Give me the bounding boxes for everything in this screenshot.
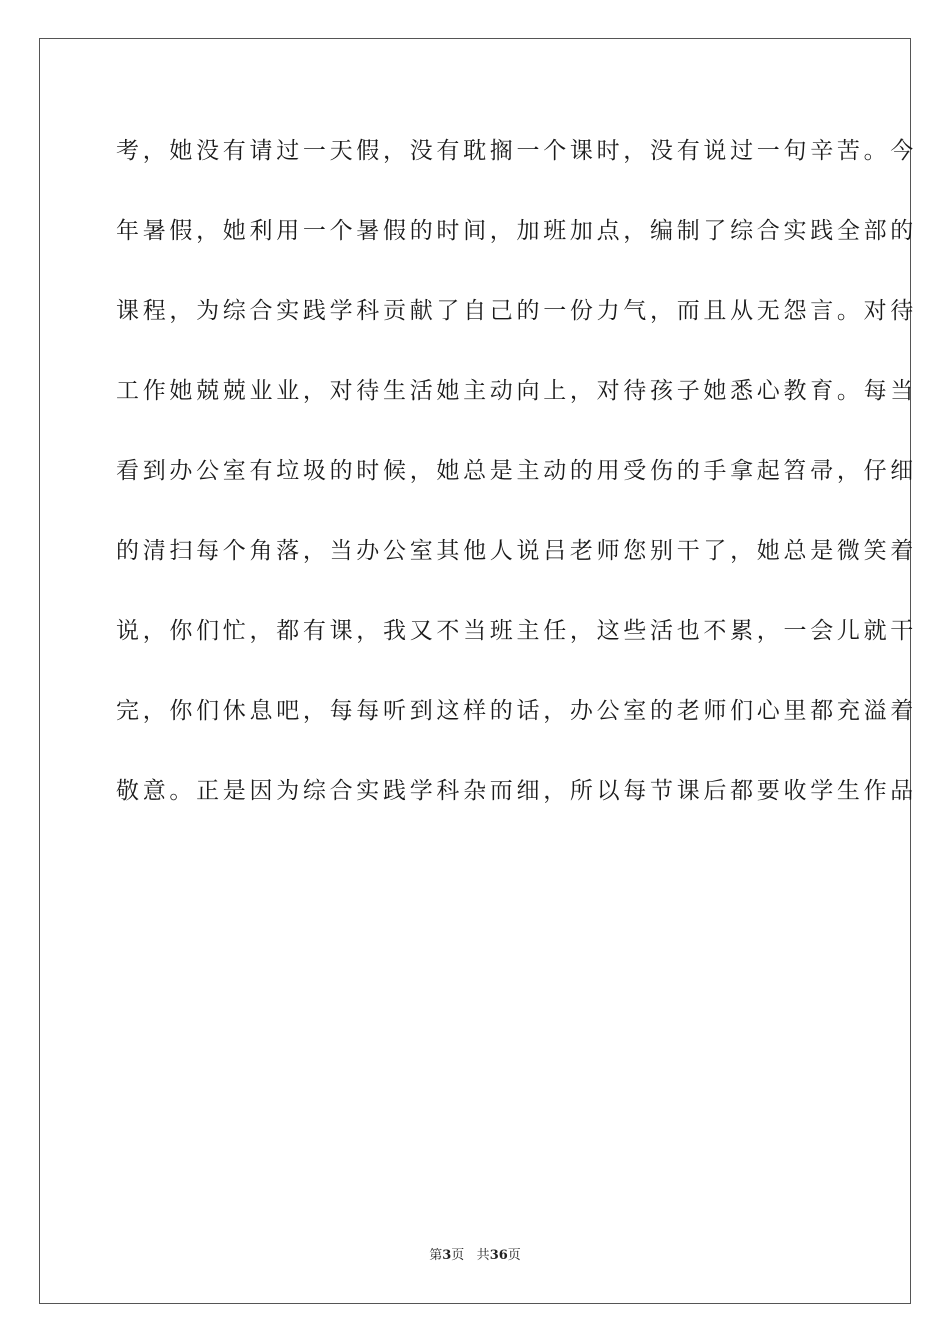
total-pages-prefix: 共 xyxy=(476,1248,490,1263)
text-line-4: 工作她兢兢业业，对待生活她主动向上，对待孩子她悉心教育。每当 xyxy=(116,378,917,404)
page-footer xyxy=(0,1248,950,1264)
page-number-suffix: 页 xyxy=(451,1248,465,1263)
text-line-2: 年暑假，她利用一个暑假的时间，加班加点，编制了综合实践全部的 xyxy=(116,218,917,244)
text-line-9: 敬意。正是因为综合实践学科杂而细，所以每节课后都要收学生作品 xyxy=(116,778,917,804)
page-number: 3 xyxy=(442,1248,452,1263)
page-number-prefix: 第 xyxy=(429,1248,443,1263)
text-line-7: 说，你们忙，都有课，我又不当班主任，这些活也不累，一会儿就干 xyxy=(116,618,917,644)
text-line-5: 看到办公室有垃圾的时候，她总是主动的用受伤的手拿起笤帚，仔细 xyxy=(116,458,917,484)
total-pages: 36 xyxy=(489,1248,508,1263)
text-line-8: 完，你们休息吧，每每听到这样的话，办公室的老师们心里都充溢着 xyxy=(116,698,917,724)
text-line-3: 课程，为综合实践学科贡献了自己的一份力气，而且从无怨言。对待 xyxy=(116,298,917,324)
text-line-6: 的清扫每个角落，当办公室其他人说吕老师您别干了，她总是微笑着 xyxy=(116,538,917,564)
document-body xyxy=(116,130,917,850)
total-pages-suffix: 页 xyxy=(507,1248,521,1263)
text-line-1: 考，她没有请过一天假，没有耽搁一个课时，没有说过一句辛苦。今 xyxy=(116,138,917,164)
